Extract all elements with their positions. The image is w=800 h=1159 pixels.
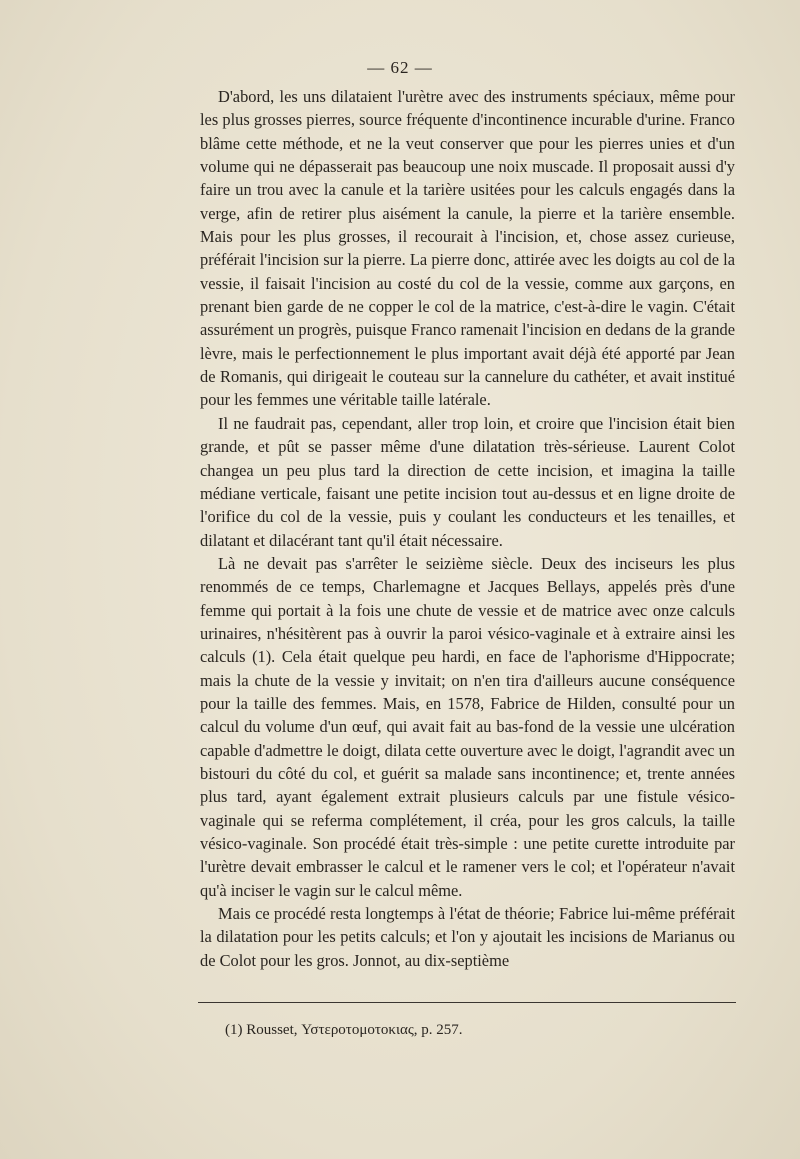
paragraph: Là ne devait pas s'arrêter le seizième siècle. Deux des inciseurs les plus renommés de ce temps, Charlemagne et Jacques Bellays, appelés près d'une femme qui portait à la fois une chute de vessie et de matrice avec onze calculs urinaires, n'hésitèrent pas à ouvrir la paroi vésico-vaginale et à extraire ainsi les calculs (1). Cela était quelque peu hardi, en face de l'aphorisme d'Hippocrate; mais la chute de la vessie y invitait; on n'en tira d'ailleurs aucune conséquence pour la taille des femmes. Mais, en 1578, Fabrice de Hilden, consulté pour un calcul du volume d'un œuf, qui avait fait au bas-fond de la vessie une ulcération capable d'admettre le doigt, dilata cette ouverture avec le doigt, l'agrandit avec un bistouri du côté du col, et guérit sa malade sans incontinence; et, trente années plus tard, ayant également extrait plusieurs calculs par une fistule vésico-vaginale qui se referma complétement, il créa, pour les gros calculs, la taille vésico-vaginale. Son procédé était très-simple : une petite curette introduite par l'urètre devait embrasser le calcul et le ramener vers le col; et l'opérateur n'avait qu'à inciser le vagin sur le calcul même. (200, 553, 735, 900)
footnote: (1) Rousset, Υστεροτομοτοκιας, p. 257. (225, 1022, 463, 1038)
body-text (200, 85, 735, 972)
paragraph: D'abord, les uns dilataient l'urètre avec des instruments spéciaux, même pour les plus grosses pierres, source fréquente d'incontinence incurable d'urine. Franco blâme cette méthode, et ne la veut conserver que pour les pierres unies et d'un volume qui ne dépasserait pas beaucoup une noix muscade. Il proposait aussi d'y faire un trou avec la canule et la tarière usitées pour les calculs engagés dans la verge, afin de retirer plus aisément la canule, la pierre et la tarière ensemble. Mais pour les plus grosses, il recourait à l'incision, et, chose assez curieuse, préférait l'incision sur la pierre. La pierre donc, attirée avec les doigts au col de la vessie, il faisait l'incision au costé du col de la vessie, comme aux garçons, en prenant bien garde de ne copper le col de la matrice, c'est-à-dire le vagin. C'était assurément un progrès, puisque Franco ramenait l'incision en dedans de la grande lèvre, mais le perfectionnement le plus important avait déjà été apporté par Jean de Romanis, qui dirigeait le couteau sur la cannelure du cathéter, et avait institué pour les femmes une véritable taille latérale. (200, 87, 735, 410)
paragraph: Il ne faudrait pas, cependant, aller trop loin, et croire que l'incision était bien grande, et pût se passer même d'une dilatation très-sérieuse. Laurent Colot changea un peu plus tard la direction de cette incision, et imagina la taille médiane verticale, faisant une petite incision tout au-dessus et en ligne droite de l'orifice du col de la vessie, puis y coulant les conducteurs et les tenailles, et dilatant et dilacérant tant qu'il était nécessaire. (200, 413, 735, 550)
paragraph: Mais ce procédé resta longtemps à l'état de théorie; Fabrice lui-même préférait la dilatation pour les petits calculs; et l'on y ajoutait les incisions de Marianus ou de Colot pour les gros. Jonnot, au dix-septième (200, 904, 735, 970)
page-number: — 62 — (367, 58, 433, 77)
footnote-divider (198, 1002, 736, 1003)
